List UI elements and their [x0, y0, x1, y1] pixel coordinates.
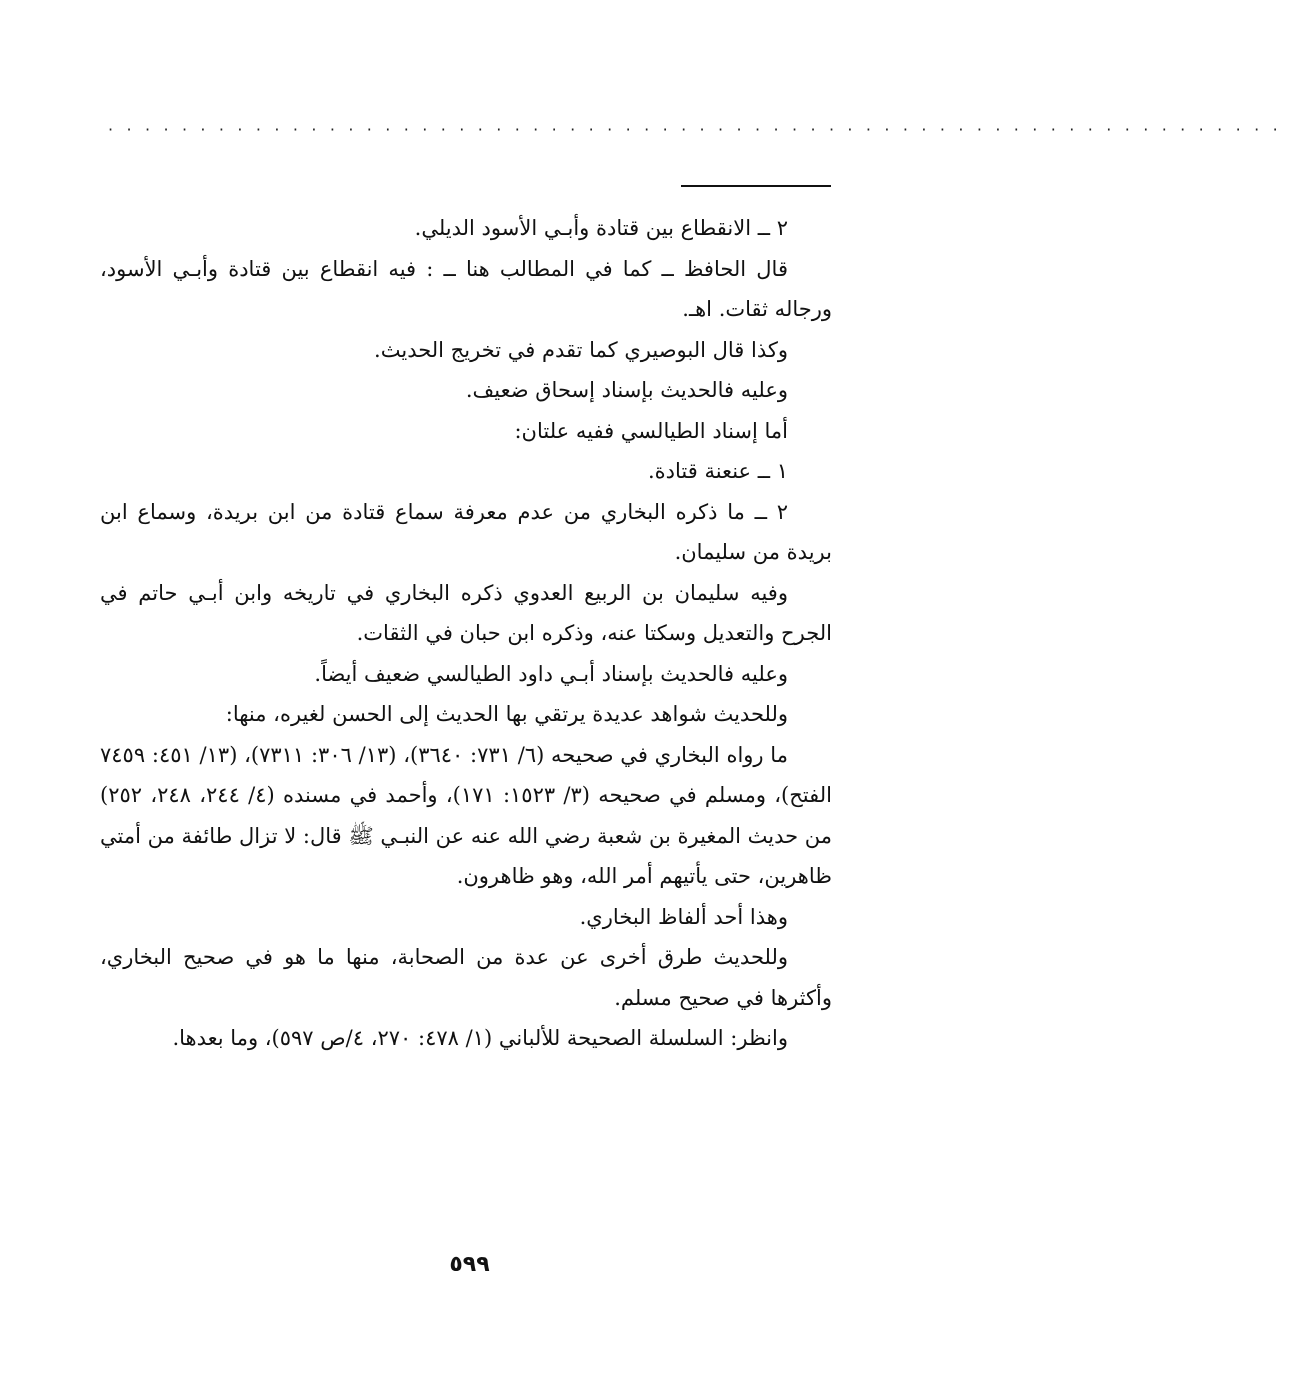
paragraph: وللحديث طرق أخرى عن عدة من الصحابة، منها ما هو في صحيح البخاري، وأكثرها في صحيح مسلم.: [100, 945, 832, 1010]
paragraph: وكذا قال البوصيري كما تقدم في تخريج الحديث.: [374, 337, 788, 362]
paragraph: قال الحافظ ــ كما في المطالب هنا ــ : فيه انقطاع بين قتادة وأبـي الأسود، ورجاله ثقات. اهـ.: [100, 256, 832, 321]
footnote-rule: [681, 185, 831, 187]
paragraph: وعليه فالحديث بإسناد أبـي داود الطيالسي ضعيف أيضاً.: [314, 661, 788, 686]
paragraph: وهذا أحد ألفاظ البخاري.: [579, 904, 788, 929]
paragraph: وفيه سليمان بن الربيع العدوي ذكره البخاري في تاريخه وابن أبـي حاتم في الجرح والتعديل وسكتا عنه، وذكره ابن حبان في الثقات.: [100, 580, 832, 645]
paragraph: ما رواه البخاري في صحيحه (٦/ ٧٣١: ٣٦٤٠)، (١٣/ ٣٠٦: ٧٣١١)، (١٣/ ٤٥١: ٧٤٥٩ الفتح)، ومسلم في صحيحه (٣/ ١٥٢٣: ١٧١)، وأحمد في مسنده (٤/ ٢٤٤، ٢٤٨، ٢٥٢) من حديث المغيرة بن شعبة رضي الله عنه عن النبـي ﷺ قال: لا تزال طائفة من أمتي ظاهرين، حتى يأتيهم أمر الله، وهو ظاهرون.: [100, 742, 832, 888]
footnote-separator-dots: ································································: [108, 120, 1291, 139]
paragraph: وانظر: السلسلة الصحيحة للألباني (١/ ٤٧٨: ٢٧٠، ٤/ص ٥٩٧)، وما بعدها.: [172, 1026, 788, 1050]
paragraph: وللحديث شواهد عديدة يرتقي بها الحديث إلى الحسن لغيره، منها:: [225, 702, 788, 726]
paragraph: أما إسناد الطيالسي ففيه علتان:: [514, 418, 788, 443]
paragraph: ٢ ــ ما ذكره البخاري من عدم معرفة سماع قتادة من ابن بريدة، وسماع ابن بريدة من سليمان.: [100, 499, 832, 564]
paragraph: وعليه فالحديث بإسناد إسحاق ضعيف.: [465, 378, 788, 402]
page-number: ٥٩٩: [449, 1252, 490, 1277]
paragraph: ١ ــ عنعنة قتادة.: [647, 459, 788, 483]
page-body: [100, 208, 832, 1059]
paragraph: ٢ ــ الانقطاع بين قتادة وأبـي الأسود الديلي.: [414, 216, 788, 240]
